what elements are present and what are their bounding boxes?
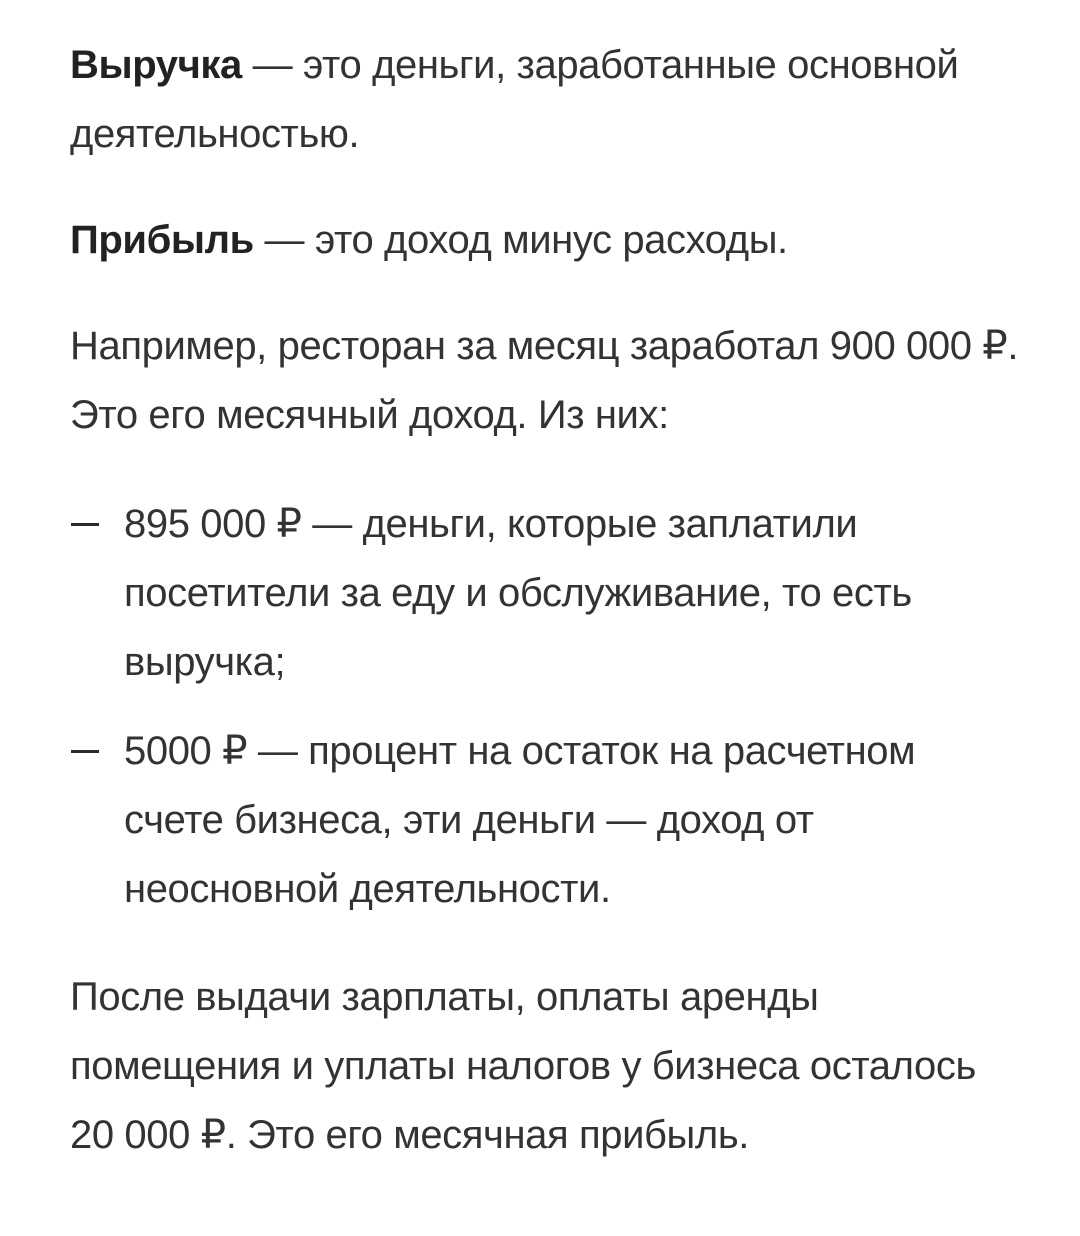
revenue-term: Выручка bbox=[70, 43, 242, 87]
list-item bbox=[70, 490, 1030, 697]
revenue-definition bbox=[70, 31, 1030, 169]
dash-bullet-icon bbox=[71, 523, 99, 526]
income-breakdown-list bbox=[70, 490, 1030, 924]
revenue-definition-text: — это деньги, заработанные основной деятельностью. bbox=[70, 43, 959, 156]
example-intro: Например, ресторан за месяц заработал 900 000 ₽. Это его месячный доход. Из них: bbox=[70, 324, 1019, 437]
profit-definition bbox=[70, 206, 1030, 275]
list-item bbox=[70, 717, 1030, 924]
list-item-text: 895 000 ₽ — деньги, которые заплатили посетители за еду и обслуживание, то есть выручка; bbox=[124, 502, 912, 684]
example-conclusion: После выдачи зарплаты, оплаты аренды помещения и уплаты налогов у бизнеса осталось 20 000 ₽. Это его месячная прибыль. bbox=[70, 975, 976, 1157]
dash-bullet-icon bbox=[71, 750, 99, 753]
list-item-text: 5000 ₽ — процент на остаток на расчетном счете бизнеса, эти деньги — доход от неосновной деятельности. bbox=[124, 729, 916, 911]
article-body bbox=[70, 31, 1030, 1170]
profit-definition-text: — это доход минус расходы. bbox=[253, 218, 788, 262]
profit-term: Прибыль bbox=[70, 218, 254, 262]
